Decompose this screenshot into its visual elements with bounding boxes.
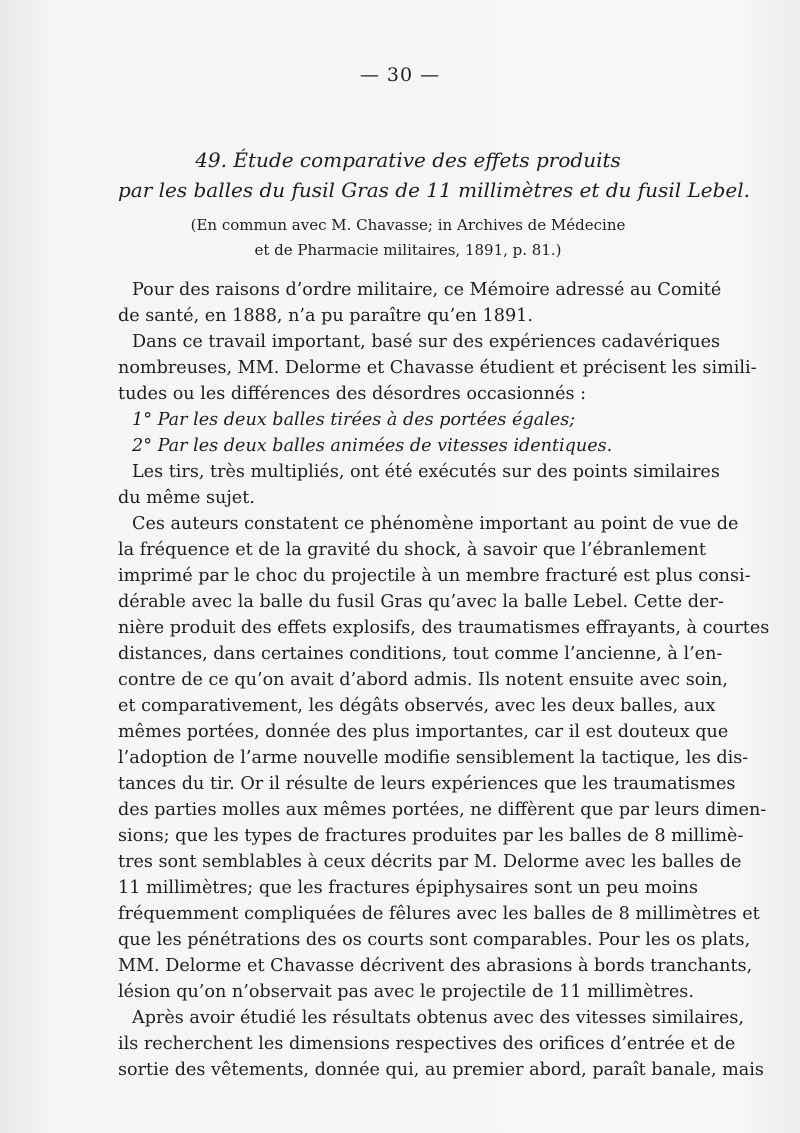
text-line: imprimé par le choc du projectile à un membre fracturé est plus consi-	[118, 566, 751, 586]
text-line: nombreuses, MM. Delorme et Chavasse étudient et précisent les simili-	[118, 358, 757, 378]
text-line: Ces auteurs constatent ce phénomène important au point de vue de	[132, 514, 739, 534]
text-line: fréquemment compliquées de fêlures avec les balles de 8 millimètres et	[118, 904, 760, 924]
text-line: 11 millimètres; que les fractures épiphysaires sont un peu moins	[118, 878, 698, 898]
text-line: Pour des raisons d’ordre militaire, ce Mémoire adressé au Comité	[132, 280, 722, 300]
text-line: sortie des vêtements, donnée qui, au premier abord, paraît banale, mais	[118, 1060, 764, 1080]
body-text	[118, 277, 770, 1083]
text-line: de santé, en 1888, n’a pu paraître qu’en 1891.	[118, 306, 533, 326]
text-line: sions; que les types de fractures produites par les balles de 8 millimè-	[118, 826, 744, 846]
text-line: 1° Par les deux balles tirées à des portées égales;	[132, 410, 576, 430]
text-line: Les tirs, très multipliés, ont été exécutés sur des points similaires	[132, 462, 720, 482]
text-line: distances, dans certaines conditions, tout comme l’ancienne, à l’en-	[118, 644, 723, 664]
publication-reference	[118, 213, 698, 263]
title-line: 49. Étude comparative des effets produits	[195, 148, 621, 172]
text-line: et comparativement, les dégâts observés, avec les deux balles, aux	[118, 696, 716, 716]
section-title	[118, 145, 750, 205]
reference-line: (En commun avec M. Chavasse; in Archives de Médecine	[190, 216, 626, 234]
text-line: l’adoption de l’arme nouvelle modifie sensiblement la tactique, les dis-	[118, 748, 749, 768]
page-number: — 30 —	[359, 64, 441, 86]
text-line: tances du tir. Or il résulte de leurs expériences que les traumatismes	[118, 774, 736, 794]
text-line: la fréquence et de la gravité du shock, à savoir que l’ébranlement	[118, 540, 706, 560]
reference-line: et de Pharmacie militaires, 1891, p. 81.)	[254, 241, 562, 259]
title-line: par les balles du fusil Gras de 11 millimètres et du fusil Lebel.	[118, 178, 750, 202]
text-line: mêmes portées, donnée des plus importantes, car il est douteux que	[118, 722, 729, 742]
text-line: ils recherchent les dimensions respectives des orifices d’entrée et de	[118, 1034, 736, 1054]
text-line: tres sont semblables à ceux décrits par M. Delorme avec les balles de	[118, 852, 742, 872]
text-line: du même sujet.	[118, 488, 255, 508]
text-line: contre de ce qu’on avait d’abord admis. Ils notent ensuite avec soin,	[118, 670, 728, 690]
text-line: Après avoir étudié les résultats obtenus avec des vitesses similaires,	[132, 1008, 744, 1028]
text-line: tudes ou les différences des désordres occasionnés :	[118, 384, 587, 404]
text-line: lésion qu’on n’observait pas avec le projectile de 11 millimètres.	[118, 982, 694, 1002]
text-line: que les pénétrations des os courts sont comparables. Pour les os plats,	[118, 930, 751, 950]
text-line: MM. Delorme et Chavasse décrivent des abrasions à bords tranchants,	[118, 956, 753, 976]
text-line: Dans ce travail important, basé sur des expériences cadavériques	[132, 332, 721, 352]
text-line: dérable avec la balle du fusil Gras qu’avec la balle Lebel. Cette der-	[118, 592, 724, 612]
text-line: des parties molles aux mêmes portées, ne diffèrent que par leurs dimen-	[118, 800, 767, 820]
text-line: nière produit des effets explosifs, des traumatismes effrayants, à courtes	[118, 618, 770, 638]
text-line: 2° Par les deux balles animées de vitesses identiques.	[132, 436, 613, 456]
